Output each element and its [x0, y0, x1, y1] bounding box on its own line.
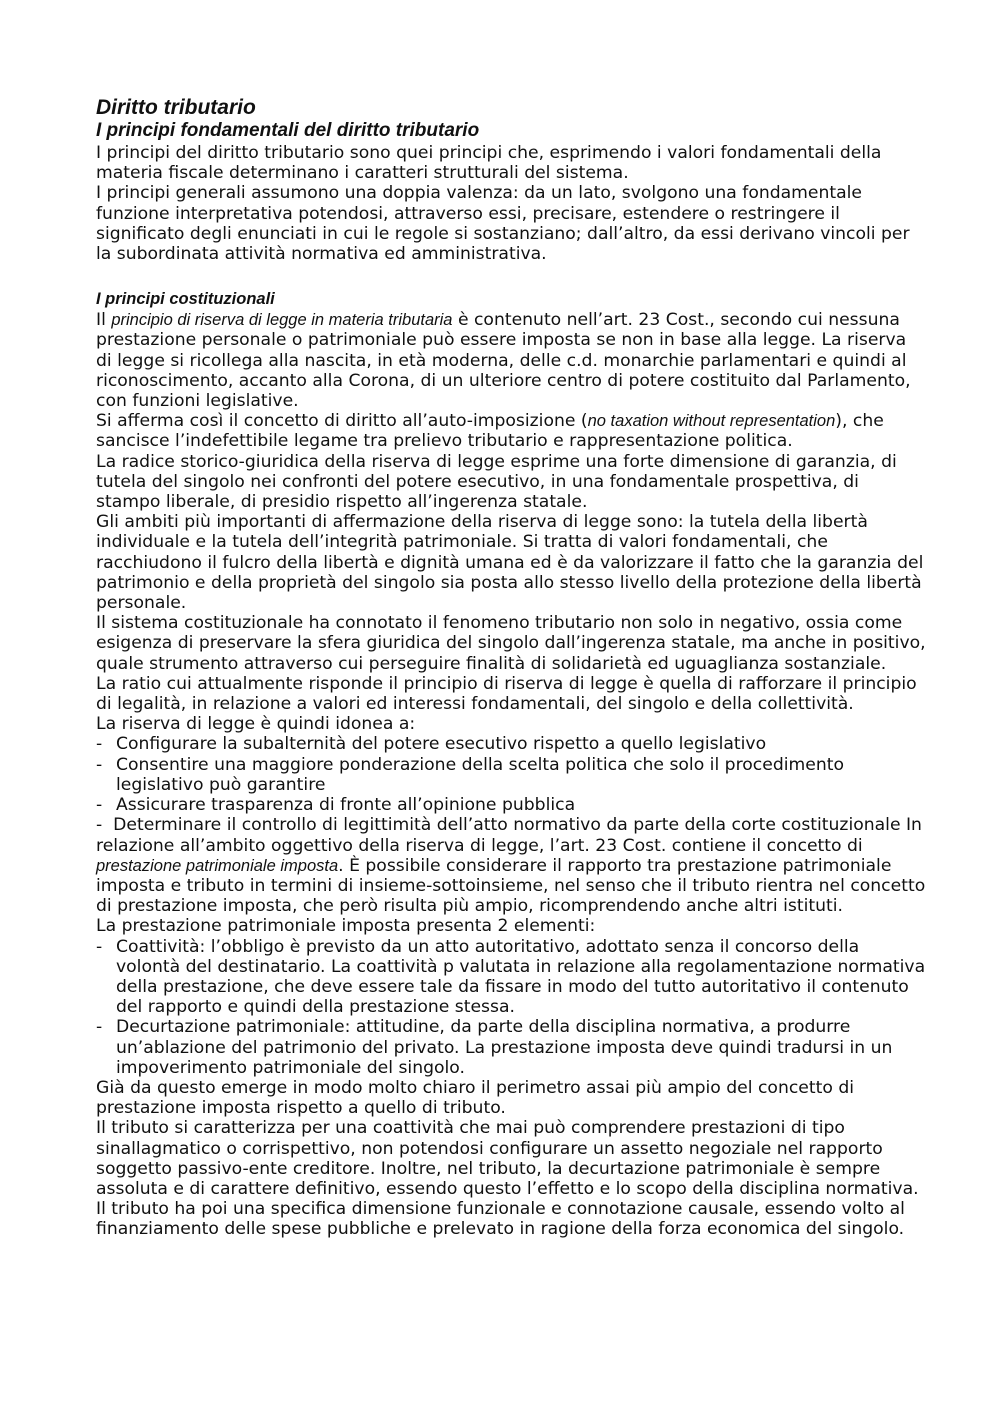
- elementi-list: [96, 937, 926, 1078]
- italic-term: no taxation without representation: [587, 412, 836, 431]
- list-item: [96, 1017, 926, 1078]
- list-item-text: Consentire una maggiore ponderazione della scelta politica che solo il procedimento legislativo può garantire: [116, 754, 844, 795]
- riserva-list: [96, 734, 926, 815]
- list-marker: -: [96, 734, 103, 755]
- section-paragraph-6: La ratio cui attualmente risponde il principio di riserva di legge è quella di rafforzare il principio di legalità, in relazione a valori ed interessi fondamentali, del singolo e della collettività.: [96, 673, 917, 715]
- paragraph-text: Il: [96, 310, 112, 331]
- list-item: [96, 937, 926, 1018]
- list-item: [96, 795, 926, 815]
- section-paragraph-5: Il sistema costituzionale ha connotato il fenomeno tributario non solo in negativo, ossia come esigenza di preservare la sfera giuridica del singolo dall’ingerenza statale, ma anche in positivo, quale strumento attraverso cui perseguire finalità di solidarietà ed uguaglianza sostanziale.: [96, 613, 926, 674]
- document-page: [96, 95, 926, 1240]
- list-marker: -: [96, 936, 103, 957]
- intro-paragraph-2: I principi generali assumono una doppia valenza: da un lato, svolgono una fondamentale funzione interpretativa potendosi, attraverso essi, precisare, estendere o restringere il significato degli enunciati in cui le regole si sostanziano; dall’altro, da essi derivano vincoli per la subordinata attività normativa ed amministrativa.: [96, 183, 910, 265]
- paragraph-text: ), che sancisce l’indefettibile legame tra prelievo tributario e rappresentazione politica.: [96, 411, 884, 452]
- italic-term: principio di riserva di legge in materia tributaria: [111, 311, 453, 330]
- section-paragraph-3: La radice storico-giuridica della riserva di legge esprime una forte dimensione di garanzia, di tutela del singolo nei confronti del potere esecutivo, in una fondamentale prospettiva, di stampo liberale, di presidio rispetto all’ingerenza statale.: [96, 451, 897, 513]
- list-marker: -: [96, 754, 103, 775]
- section-paragraph-4: Gli ambiti più importanti di affermazione della riserva di legge sono: la tutela della libertà individuale e la tutela dell’integrità patrimoniale. Si tratta di valori fondamentali, che racchiudono il fulcro della libertà e dignità umana ed è da valorizzare il fatto che la garanzia del patrimonio e della proprietà del singolo sia posta allo stesso livello della protezione della libertà personale.: [96, 512, 924, 614]
- section-paragraph-9: La prestazione patrimoniale imposta presenta 2 elementi:: [96, 916, 596, 937]
- section-paragraph-2: [96, 411, 926, 451]
- intro-paragraph-1: I principi del diritto tributario sono quei principi che, esprimendo i valori fondamentali della materia fiscale determinano i caratteri strutturali del sistema.: [96, 143, 882, 184]
- section-paragraph-7: La riserva di legge è quindi idonea a:: [96, 714, 416, 735]
- list-item-flowing: [96, 815, 926, 855]
- section-paragraph-1: [96, 310, 926, 411]
- italic-term: prestazione patrimoniale imposta: [96, 856, 339, 875]
- list-item-text: Assicurare trasparenza di fronte all’opinione pubblica: [116, 795, 576, 816]
- list-item-text: Configurare la subalternità del potere esecutivo rispetto a quello legislativo: [116, 734, 767, 755]
- section-paragraph-8: [96, 856, 926, 917]
- paragraph-text: . È possibile considerare il rapporto tra prestazione patrimoniale imposta e tributo in termini di insieme-sottoinsieme, nel senso che il tributo rientra nel concetto di prestazione imposta, che però risulta più ampio, ricomprendendo anche altri istituti.: [96, 855, 926, 917]
- document-title: Diritto tributario: [96, 96, 256, 119]
- list-item: [96, 755, 926, 795]
- section-paragraph-11: Il tributo si caratterizza per una coattività che mai può comprendere prestazioni di tipo sinallagmatico o corrispettivo, non potendosi configurare un assetto negoziale nel rapporto soggetto passivo-ente creditore. Inoltre, nel tributo, la decurtazione patrimoniale è sempre assoluta e di carattere definitivo, essendo questo l’effetto e lo scopo della disciplina normativa. Il tributo ha poi una specifica dimensione funzionale e connotazione causale, essendo volto al finanziamento delle spese pubbliche e prelevato in ragione della forza economica del singolo.: [96, 1118, 919, 1240]
- list-item-text: Coattività: l’obbligo è previsto da un atto autoritativo, adottato senza il concorso della volontà del destinatario. La coattività p valutata in relazione alla regolamentazione normativa della prestazione, che deve essere tale da fissare in modo del tutto autoritativo il contenuto del rapporto e quindi della prestazione stessa.: [116, 936, 926, 1018]
- list-item-text: Decurtazione patrimoniale: attitudine, da parte della disciplina normativa, a produrre un’ablazione del patrimonio del privato. La prestazione imposta deve quindi tradursi in un impoverimento patrimoniale del singolo.: [116, 1017, 893, 1078]
- document-subtitle: I principi fondamentali del diritto tributario: [96, 120, 480, 141]
- list-item: [96, 734, 926, 754]
- list-item-text: Determinare il controllo di legittimità dell’atto normativo da parte della corte costituzionale In relazione all’ambito oggettivo della riserva di legge, l’art. 23 Cost. contiene il concetto di: [96, 815, 922, 856]
- paragraph-text: è contenuto nell’art. 23 Cost., secondo cui nessuna prestazione personale o patrimoniale può essere imposta se non in base alla legge. La riserva di legge si ricollega alla nascita, in età moderna, delle c.d. monarchie parlamentari e quindi al riconoscimento, accanto alla Corona, di un ulteriore centro di potere costituito dal Parlamento, con funzioni legislative.: [96, 310, 911, 412]
- section-paragraph-10: Già da questo emerge in modo molto chiaro il perimetro assai più ampio del concetto di prestazione imposta rispetto a quello di tributo.: [96, 1077, 855, 1119]
- list-marker: -: [96, 1017, 103, 1038]
- paragraph-text: Si afferma così il concetto di diritto all’auto-imposizione (: [96, 411, 588, 432]
- list-marker: -: [96, 795, 103, 816]
- list-marker: -: [96, 815, 103, 836]
- section-title: I principi costituzionali: [96, 290, 275, 309]
